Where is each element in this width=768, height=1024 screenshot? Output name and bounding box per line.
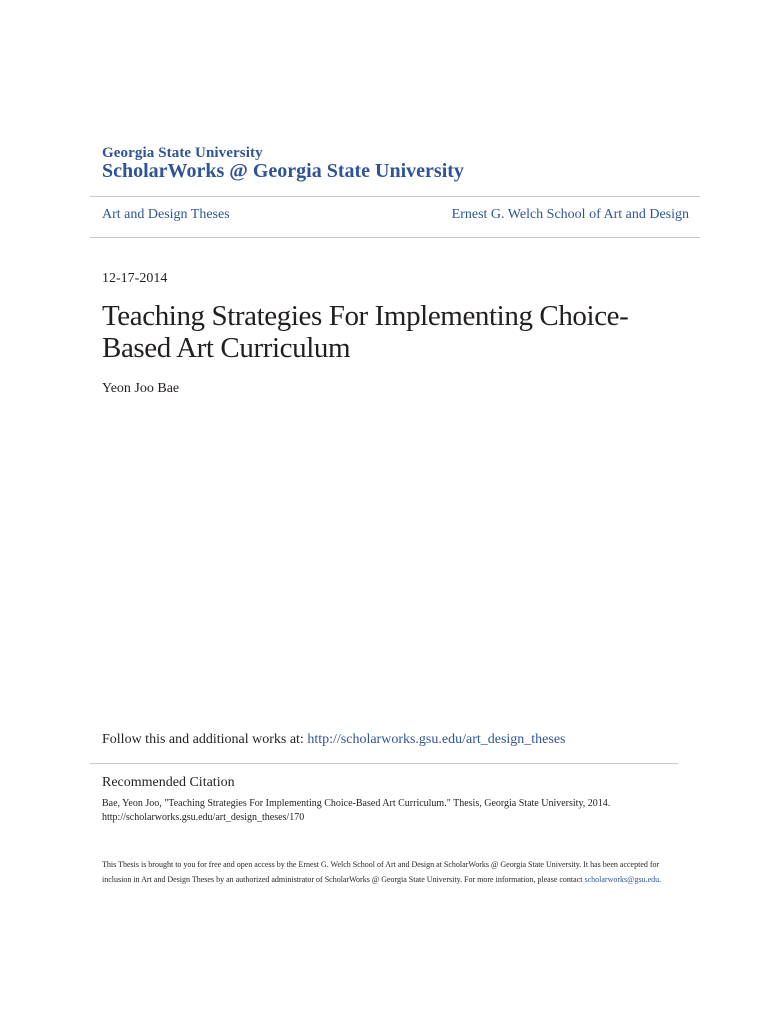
author-name: Yeon Joo Bae	[102, 381, 180, 396]
citation-heading: Recommended Citation	[102, 775, 235, 790]
access-notice	[102, 857, 667, 887]
citation-line-1: Bae, Yeon Joo, "Teaching Strategies For Implementing Choice-Based Art Curriculum." Thesis, Georgia State University, 2014.	[102, 798, 611, 809]
citation-line-2: http://scholarworks.gsu.edu/art_design_theses/170	[102, 812, 305, 823]
document-title	[102, 300, 662, 364]
notice-end: .	[659, 875, 662, 884]
collection-link[interactable]: Art and Design Theses	[102, 207, 230, 222]
institution-link[interactable]: Georgia State University	[102, 145, 263, 161]
notice-text: This Thesis is brought to you for free and open access by the Ernest G. Welch School of Art and Design at ScholarWorks @ Georgia State University. It has been accepted for inclusion in Art and Design Theses by an authorized administrator of ScholarWorks @ Georgia State University. For more information, please contact	[102, 860, 660, 884]
publication-date: 12-17-2014	[102, 271, 168, 286]
title-line-2: Based Art Curriculum	[102, 332, 351, 364]
follow-label: Follow this and additional works at:	[102, 732, 308, 747]
title-line-1: Teaching Strategies For Implementing Choice-	[102, 300, 629, 332]
repository-link[interactable]: ScholarWorks @ Georgia State University	[102, 160, 464, 182]
citation-divider	[90, 763, 678, 764]
collection-url-link[interactable]: http://scholarworks.gsu.edu/art_design_theses	[307, 732, 566, 747]
department-link[interactable]: Ernest G. Welch School of Art and Design	[451, 207, 689, 222]
follow-line	[102, 732, 566, 748]
top-divider	[90, 196, 700, 197]
contact-email-link[interactable]: scholarworks@gsu.edu	[584, 875, 660, 884]
citation-text	[102, 797, 662, 825]
nav-divider	[90, 237, 700, 238]
